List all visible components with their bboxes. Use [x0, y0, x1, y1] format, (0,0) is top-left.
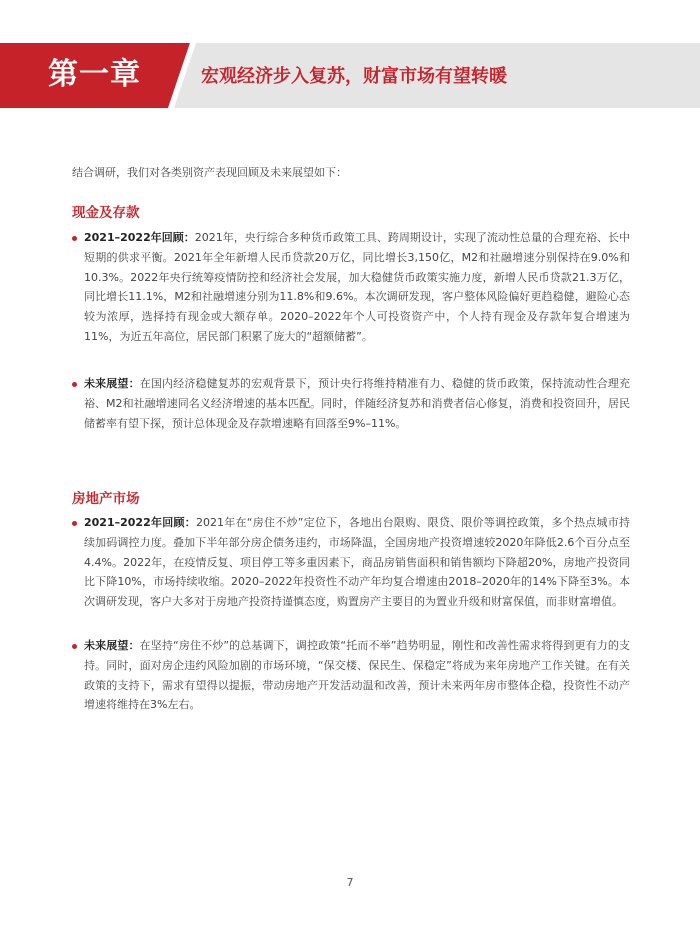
item-label: 2021–2022年回顾：	[84, 231, 195, 244]
item-body: 在国内经济稳健复苏的宏观背景下，预计央行将维持精准有力、稳健的货币政策，保持流动性合理充裕、M2和社融增速同名义经济增速的基本匹配。同时，伴随经济复苏和消费者信心修复，消费和投资回升，居民储蓄率有望下探，预计总体现金及存款增速略有回落至9%–11%。	[84, 377, 631, 430]
section-title-cash: 现金及存款	[72, 205, 140, 221]
bullet-icon	[72, 382, 77, 387]
chapter-title: 宏观经济步入复苏，财富市场有望转暖	[201, 66, 507, 87]
item-body: 在坚持“房住不炒”的总基调下，调控政策“托而不举”趋势明显，刚性和改善性需求将得到更有力的支持。同时，面对房企违约风险加剧的市场环境，“保交楼、保民生、保稳定”将成为来年房地产工作关键。在有关政策的支持下，需求有望得以提振，带动房地产开发活动温和改善，预计未来两年房市整体企稳，投资性不动产增速将维持在3%左右。	[84, 639, 630, 712]
intro-text: 结合调研，我们对各类别资产表现回顾及未来展望如下：	[72, 166, 347, 179]
bullet-icon	[72, 236, 77, 241]
chapter-header	[0, 43, 700, 108]
item-body: 2021年，央行综合多种货币政策工具、跨周期设计，实现了流动性总量的合理充裕、长中短期的供求平衡。2021年全年新增人民币贷款20万亿，同比增长3,150亿，M2和社融增速分别保持在9.0%和10.3%。2022年央行统筹疫情防控和经济社会发展，加大稳健货币政策实施力度，新增人民币贷款21.3万亿，同比增长11.1%，M2和社融增速分别为11.8%和9.6%。本次调研发现，客户整体风险偏好更趋稳健，避险心态较为浓厚，选择持有现金或大额存单。2020–2022年个人可投资资产中，个人持有现金及存款年复合增速为11%，为近五年高位，居民部门积累了庞大的“超额储蓄”。	[84, 231, 630, 343]
list-item	[72, 228, 630, 347]
list-item	[72, 374, 630, 433]
bullet-icon	[72, 521, 77, 526]
item-label: 未来展望：	[84, 639, 140, 652]
item-label: 未来展望：	[84, 377, 140, 390]
page-number: 7	[346, 876, 354, 889]
item-label: 2021–2022年回顾：	[84, 516, 197, 529]
list-item	[72, 513, 630, 612]
chapter-label: 第一章	[48, 57, 141, 92]
section-title-real-estate: 房地产市场	[72, 491, 140, 507]
bullet-icon	[72, 644, 77, 649]
item-body: 2021年在“房住不炒”定位下，各地出台限购、限贷、限价等调控政策，多个热点城市持续加码调控力度。叠加下半年部分房企债务违约，市场降温，全国房地产投资增速较2020年降低2.6个百分点至4.4%。2022年，在疫情反复、项目停工等多重因素下，商品房销售面积和销售额均下降超20%，房地产投资同比下降10%，市场持续收缩。2020–2022年投资性不动产年均复合增速由2018–2020年的14%下降至3%。本次调研发现，客户大多对于房地产投资持谨慎态度，购置房产主要目的为置业升级和财富保值，而非财富增值。	[84, 516, 631, 609]
list-item	[72, 636, 630, 715]
